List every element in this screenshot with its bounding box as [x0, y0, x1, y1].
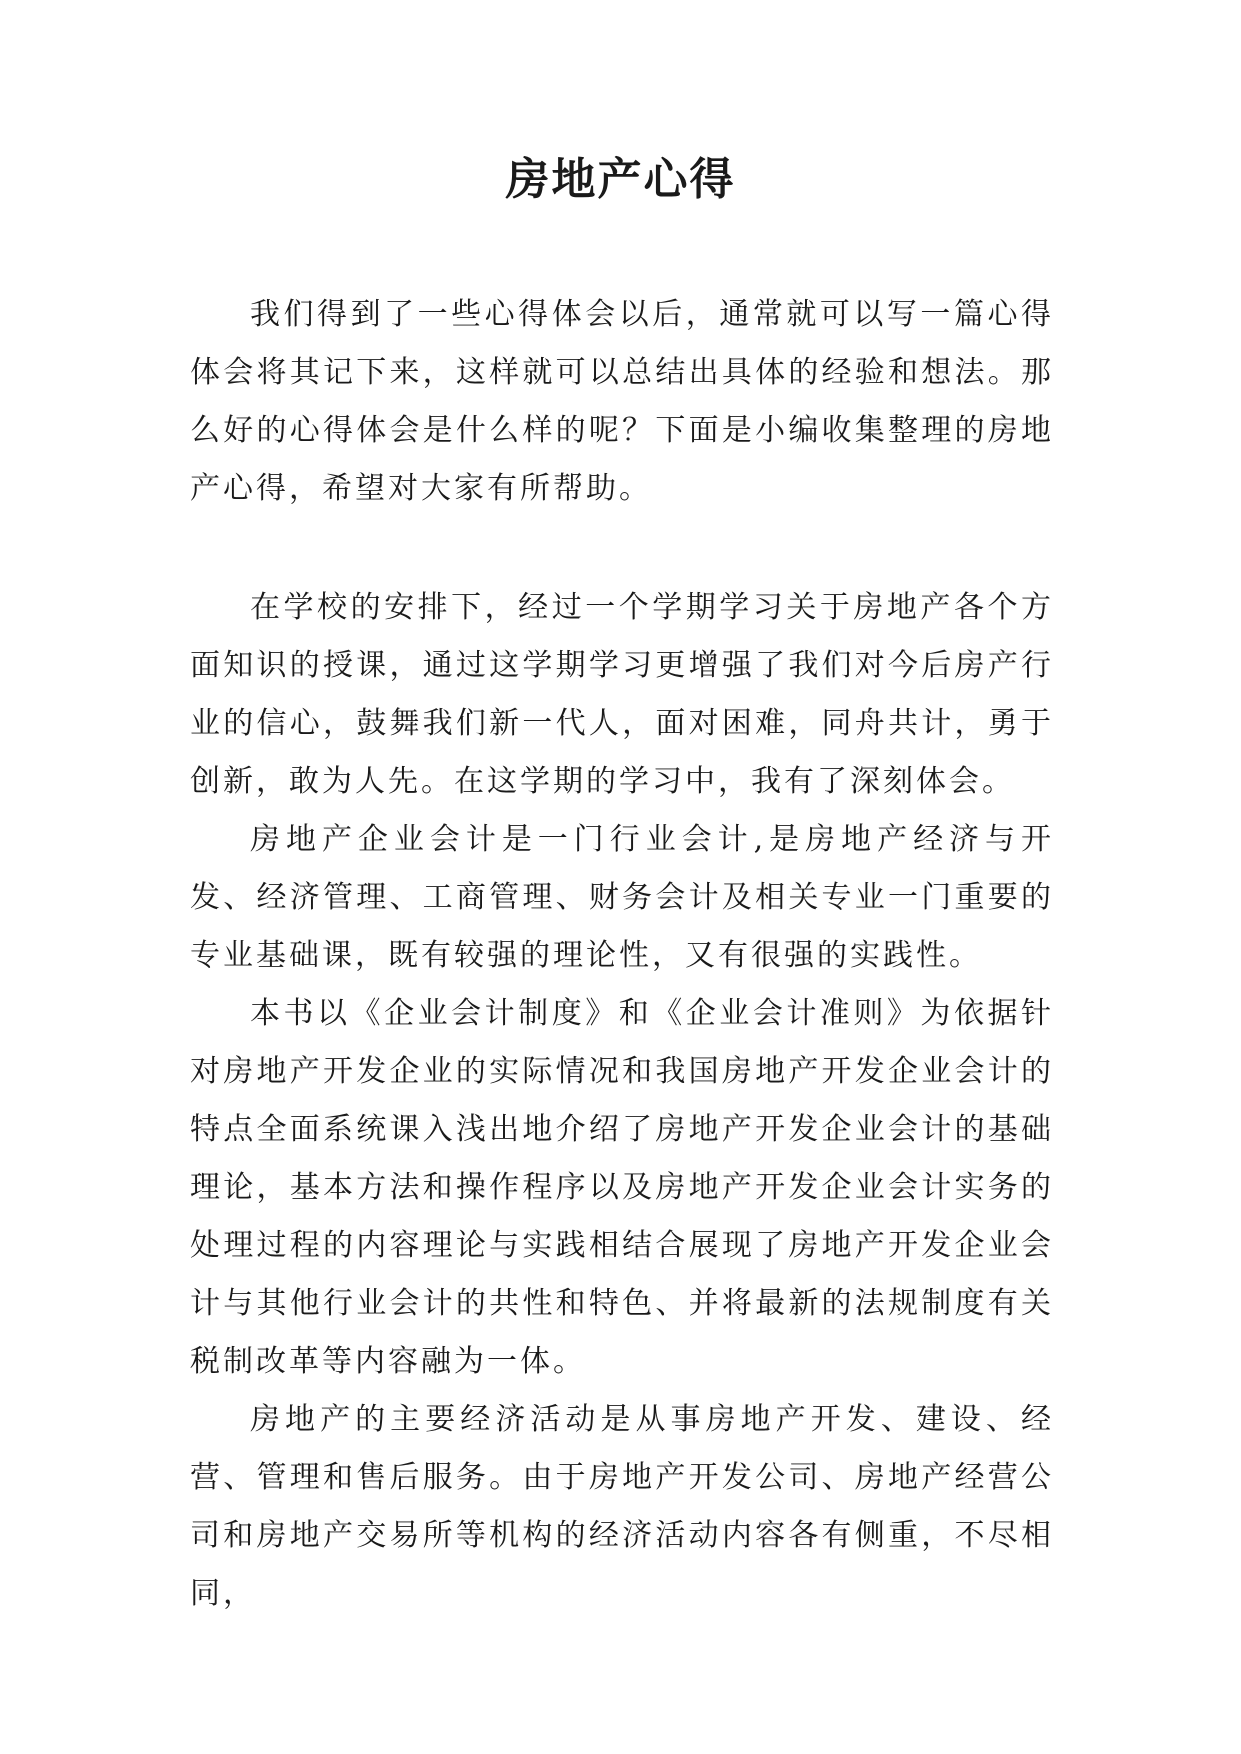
intro-paragraph: 我们得到了一些心得体会以后，通常就可以写一篇心得体会将其记下来，这样就可以总结出具体的经验和想法。那么好的心得体会是什么样的呢？下面是小编收集整理的房地产心得，希望对大家有所帮助。	[190, 297, 1054, 506]
main-section	[190, 579, 1054, 1623]
body-paragraph-1: 在学校的安排下，经过一个学期学习关于房地产各个方面知识的授课，通过这学期学习更增强了我们对今后房产行业的信心，鼓舞我们新一代人，面对困难，同舟共计，勇于创新，敢为人先。在这学期的学习中，我有了深刻体会。	[190, 590, 1054, 799]
body-paragraph-2: 房地产企业会计是一门行业会计,是房地产经济与开发、经济管理、工商管理、财务会计及相关专业一门重要的专业基础课，既有较强的理论性，又有很强的实践性。	[190, 822, 1054, 973]
intro-section	[190, 286, 1054, 518]
document-title: 房地产心得	[505, 154, 736, 205]
body-paragraph-3: 本书以《企业会计制度》和《企业会计准则》为依据针对房地产开发企业的实际情况和我国房地产开发企业会计的特点全面系统课入浅出地介绍了房地产开发企业会计的基础理论，基本方法和操作程序以及房地产开发企业会计实务的处理过程的内容理论与实践相结合展现了房地产开发企业会计与其他行业会计的共性和特色、并将最新的法规制度有关税制改革等内容融为一体。	[190, 996, 1054, 1379]
body-paragraph-4: 房地产的主要经济活动是从事房地产开发、建设、经营、管理和售后服务。由于房地产开发公司、房地产经营公司和房地产交易所等机构的经济活动内容各有侧重，不尽相同，	[190, 1402, 1054, 1611]
